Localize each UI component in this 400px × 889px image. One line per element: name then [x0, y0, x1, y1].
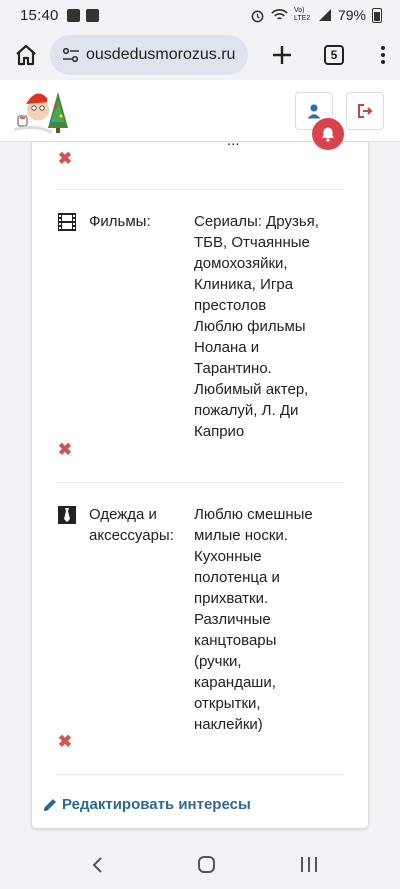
home-icon: [14, 43, 38, 67]
browser-toolbar: [0, 30, 400, 80]
gallery-icon: [67, 9, 80, 22]
delete-interest-button[interactable]: ✖: [57, 731, 73, 751]
row-divider: [56, 189, 344, 190]
chevron-left-icon: [91, 856, 105, 874]
alarm-icon: [250, 8, 265, 23]
url-text: ousdedusmorozus.ru: [86, 46, 236, 63]
value-line: Люблю смешные: [194, 506, 313, 523]
status-right: [250, 7, 382, 23]
interest-value-clothing: [194, 504, 354, 735]
tab-count: 5: [324, 45, 344, 65]
nav-home-button[interactable]: [198, 856, 215, 873]
label-line: аксессуары:: [89, 527, 174, 544]
address-bar[interactable]: [50, 35, 248, 75]
value-line: прихватки.: [194, 590, 269, 607]
santa-logo-icon: [12, 86, 74, 138]
value-line: Клиника, Игра: [194, 276, 294, 293]
value-line: полотенца и: [194, 569, 280, 586]
interest-label-films: Фильмы:: [89, 213, 151, 230]
site-settings-icon[interactable]: [62, 47, 80, 63]
value-line: Кухонные: [194, 548, 262, 565]
sign-out-icon: [357, 103, 373, 119]
value-line: Люблю фильмы: [194, 318, 306, 335]
delete-interest-button[interactable]: ✖: [57, 439, 73, 459]
pencil-icon: [42, 797, 58, 813]
new-tab-button[interactable]: [262, 35, 302, 75]
status-time: 15:40: [20, 6, 59, 24]
edit-interests-label: Редактировать интересы: [62, 796, 251, 813]
tab-switcher-button[interactable]: [314, 35, 354, 75]
value-line: (ручки,: [194, 653, 242, 670]
row-divider: [56, 482, 344, 483]
notifications-button[interactable]: [312, 118, 344, 150]
row-divider: [56, 774, 344, 775]
value-line: Нолана и: [194, 339, 260, 356]
value-line: Различные: [194, 611, 271, 628]
value-line: пожалуй, Л. Ди: [194, 402, 299, 419]
interests-card: [31, 132, 369, 829]
tie-icon: [57, 505, 77, 525]
value-line: ТБВ, Отчаянные: [194, 234, 310, 251]
partial-row-text: ...: [227, 132, 240, 149]
edit-interests-link[interactable]: [42, 796, 251, 813]
value-line: Любимый актер,: [194, 381, 309, 398]
value-line: домохозяйки,: [194, 255, 288, 272]
recents-button[interactable]: [301, 857, 317, 872]
value-line: Сериалы: Друзья,: [194, 213, 319, 230]
logout-button[interactable]: [346, 92, 384, 130]
notification-icons: [67, 9, 99, 22]
user-icon: [306, 103, 322, 119]
system-nav-bar: [0, 840, 400, 889]
value-line: карандаши,: [194, 674, 276, 691]
label-line: Одежда и: [89, 506, 157, 523]
status-bar: [0, 0, 400, 30]
value-line: Тарантино.: [194, 360, 272, 377]
browser-menu-button[interactable]: [368, 35, 398, 75]
home-button[interactable]: [6, 35, 46, 75]
value-line: наклейки): [194, 716, 263, 733]
value-line: открытки,: [194, 695, 261, 712]
interest-label-clothing: [89, 504, 185, 546]
battery-icon: [372, 8, 382, 23]
delete-interest-button[interactable]: ✖: [57, 148, 73, 168]
back-button[interactable]: [83, 850, 113, 880]
check-icon: [86, 9, 99, 22]
bell-icon: [320, 126, 336, 142]
battery-percent: 79%: [337, 7, 366, 23]
wifi-icon: [271, 8, 288, 22]
value-line: престолов: [194, 297, 267, 314]
site-logo[interactable]: [12, 86, 74, 138]
value-line: Каприо: [194, 423, 245, 440]
interest-value-films: [194, 211, 354, 442]
value-line: милые носки.: [194, 527, 288, 544]
network-label: Vo) LTE2: [293, 7, 311, 22]
signal-icon: [318, 8, 332, 22]
film-icon: [57, 212, 77, 232]
plus-icon: [271, 44, 293, 66]
value-line: канцтовары: [194, 632, 277, 649]
